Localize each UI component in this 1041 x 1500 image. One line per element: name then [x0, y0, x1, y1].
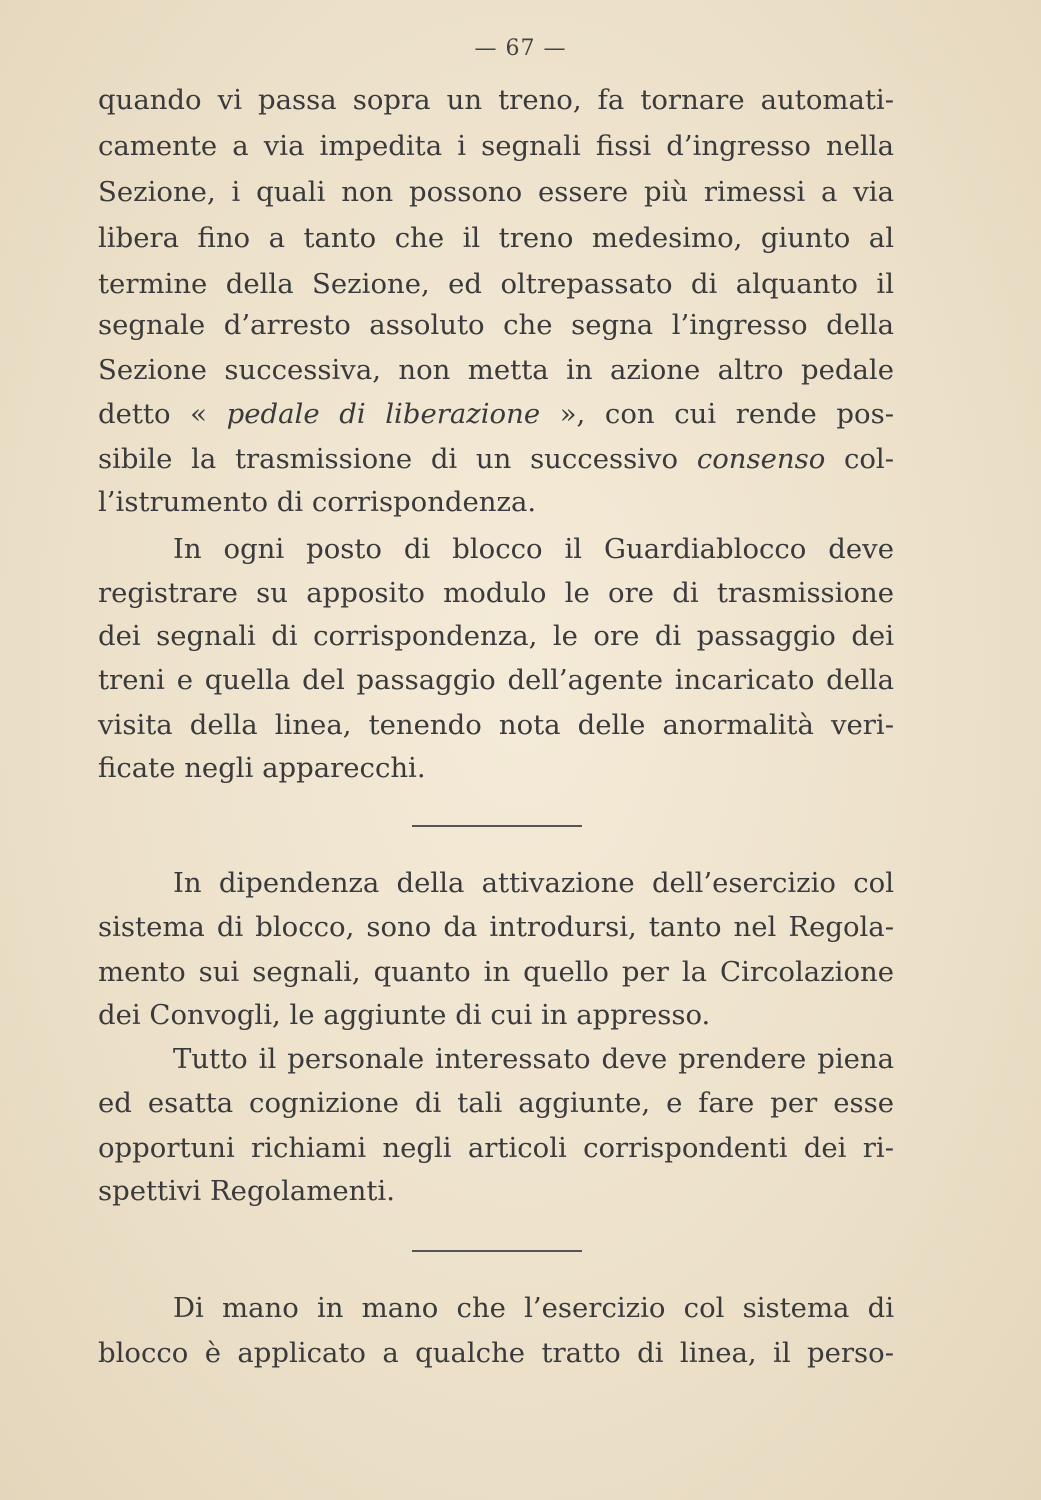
text-line: Sezione successiva, non metta in azione altro pedale	[98, 354, 894, 386]
text-line: termine della Sezione, ed oltrepassato di alquanto il	[98, 268, 894, 300]
text-line: segnale d’arresto assoluto che segna l’ingresso della	[98, 309, 894, 341]
text-line: visita della linea, tenendo nota delle anormalità veri-	[98, 709, 894, 741]
text-line: opportuni richiami negli articoli corrispondenti dei ri-	[98, 1132, 894, 1164]
text-line: Tutto il personale interessato deve prendere piena	[173, 1043, 894, 1075]
text-line: dei segnali di corrispondenza, le ore di passaggio dei	[98, 620, 894, 652]
text-line: In dipendenza della attivazione dell’esercizio col	[173, 867, 894, 899]
text-line-with-italic	[98, 392, 894, 436]
text-line: dei Convogli, le aggiunte di cui in appresso.	[98, 999, 711, 1031]
text-line: ed esatta cognizione di tali aggiunte, e fare per esse	[98, 1087, 894, 1119]
text-line: sistema di blocco, sono da introdursi, tanto nel Regola-	[98, 911, 894, 943]
italic-term: consenso	[696, 443, 826, 475]
text-line: l’istrumento di corrispondenza.	[98, 486, 537, 518]
section-divider	[412, 825, 582, 827]
text-span: sibile la trasmissione di un successivo	[98, 443, 679, 475]
text-line: In ogni posto di blocco il Guardiablocco deve	[173, 533, 894, 565]
text-line: ficate negli apparecchi.	[98, 752, 426, 784]
text-line: libera fino a tanto che il treno medesimo, giunto al	[98, 222, 894, 254]
text-line: registrare su apposito modulo le ore di trasmissione	[98, 577, 894, 609]
text-span: detto «	[98, 398, 207, 430]
section-divider	[412, 1250, 582, 1252]
text-line: camente a via impedita i segnali fissi d’ingresso nella	[98, 130, 894, 162]
text-line: quando vi passa sopra un treno, fa tornare automati-	[98, 84, 894, 116]
italic-term: pedale di liberazione	[226, 398, 541, 430]
text-line: Sezione, i quali non possono essere più rimessi a via	[98, 176, 894, 208]
text-line: treni e quella del passaggio dell’agente incaricato della	[98, 664, 894, 696]
text-span: col-	[843, 443, 895, 475]
text-line: spettivi Regolamenti.	[98, 1175, 395, 1207]
page-number: — 67 —	[474, 36, 567, 61]
text-line: Di mano in mano che l’esercizio col sistema di	[173, 1292, 894, 1324]
text-line: mento sui segnali, quanto in quello per la Circolazione	[98, 956, 894, 988]
text-span: », con cui rende pos-	[559, 398, 894, 430]
text-line: blocco è applicato a qualche tratto di linea, il perso-	[98, 1337, 894, 1369]
text-line-with-italic	[98, 437, 894, 481]
